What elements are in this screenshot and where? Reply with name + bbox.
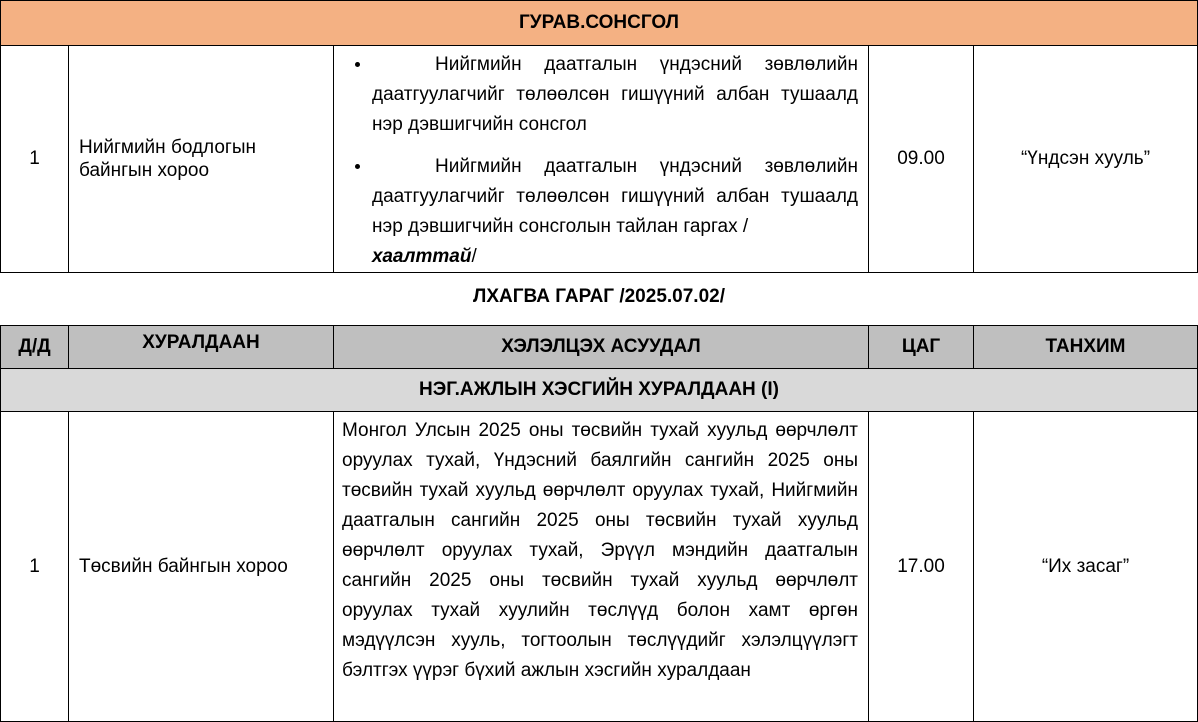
table-row (1, 46, 1198, 273)
agenda-text: Нийгмийн даатгалын үндэсний зөвлөлийн даатгуулагчийг төлөөлсөн гишүүний албан тушаалд нэр дэвшигчийн сонсголын тайлан гаргах / (372, 156, 858, 237)
schedule-table-working-groups (0, 325, 1198, 722)
header-num: Д/Д (1, 326, 69, 369)
committee-name: Нийгмийн бодлогын байнгын хороо (69, 46, 334, 273)
row-number: 1 (1, 46, 69, 273)
section-title-working-group: НЭГ.АЖЛЫН ХЭСГИЙН ХУРАЛДААН (I) (1, 369, 1198, 412)
schedule-table-hearings (0, 0, 1198, 273)
agenda-text: Монгол Улсын 2025 оны төсвийн тухай хуульд өөрчлөлт оруулах тухай, Үндэсний баялгийн сангийн 2025 оны төсвийн тухай хуульд өөрчлөлт оруулах тухай, Нийгмийн даатгалын сангийн 2025 оны төсвийн тухай хуульд өөрчлөлт оруулах тухай, Эрүүл мэндийн даатгалын сангийн 2025 оны төсвийн тухай хуульд өөрчлөлт оруулах тухай хуулийн төслүүд болон хамт өргөн мэдүүлсэн хууль, тогтоолын төслүүдийг хэлэлцүүлэгт бэлтгэх үүрэг бүхий ажлын хэсгийн хуралдаан (342, 420, 858, 681)
time-value: 09.00 (869, 46, 974, 273)
agenda-list (342, 50, 858, 272)
agenda-cell (334, 412, 869, 722)
room-value: “Их засаг” (974, 412, 1198, 722)
header-meeting: ХУРАЛДААН (69, 326, 334, 369)
row-number: 1 (1, 412, 69, 722)
table-header-row (1, 326, 1198, 369)
committee-name: Төсвийн байнгын хороо (69, 412, 334, 722)
closed-label: хаалттай (372, 246, 472, 267)
list-item: • Нийгмийн даатгалын үндэсний зөвлөлийн даатгуулагчийг төлөөлсөн гишүүний албан тушаалд нэр дэвшигчийн сонсгол (372, 50, 858, 140)
header-time: ЦАГ (869, 326, 974, 369)
header-room: ТАНХИМ (974, 326, 1198, 369)
list-item (372, 152, 858, 272)
time-value: 17.00 (869, 412, 974, 722)
closed-suffix: / (471, 246, 477, 267)
table-row (1, 412, 1198, 722)
section-title-hearings: ГУРАВ.СОНСГОЛ (1, 1, 1198, 46)
room-value: “Үндсэн хууль” (974, 46, 1198, 273)
agenda-cell (334, 46, 869, 273)
day-title: ЛХАГВА ГАРАГ /2025.07.02/ (473, 286, 725, 307)
header-agenda: ХЭЛЭЛЦЭХ АСУУДАЛ (334, 326, 869, 369)
